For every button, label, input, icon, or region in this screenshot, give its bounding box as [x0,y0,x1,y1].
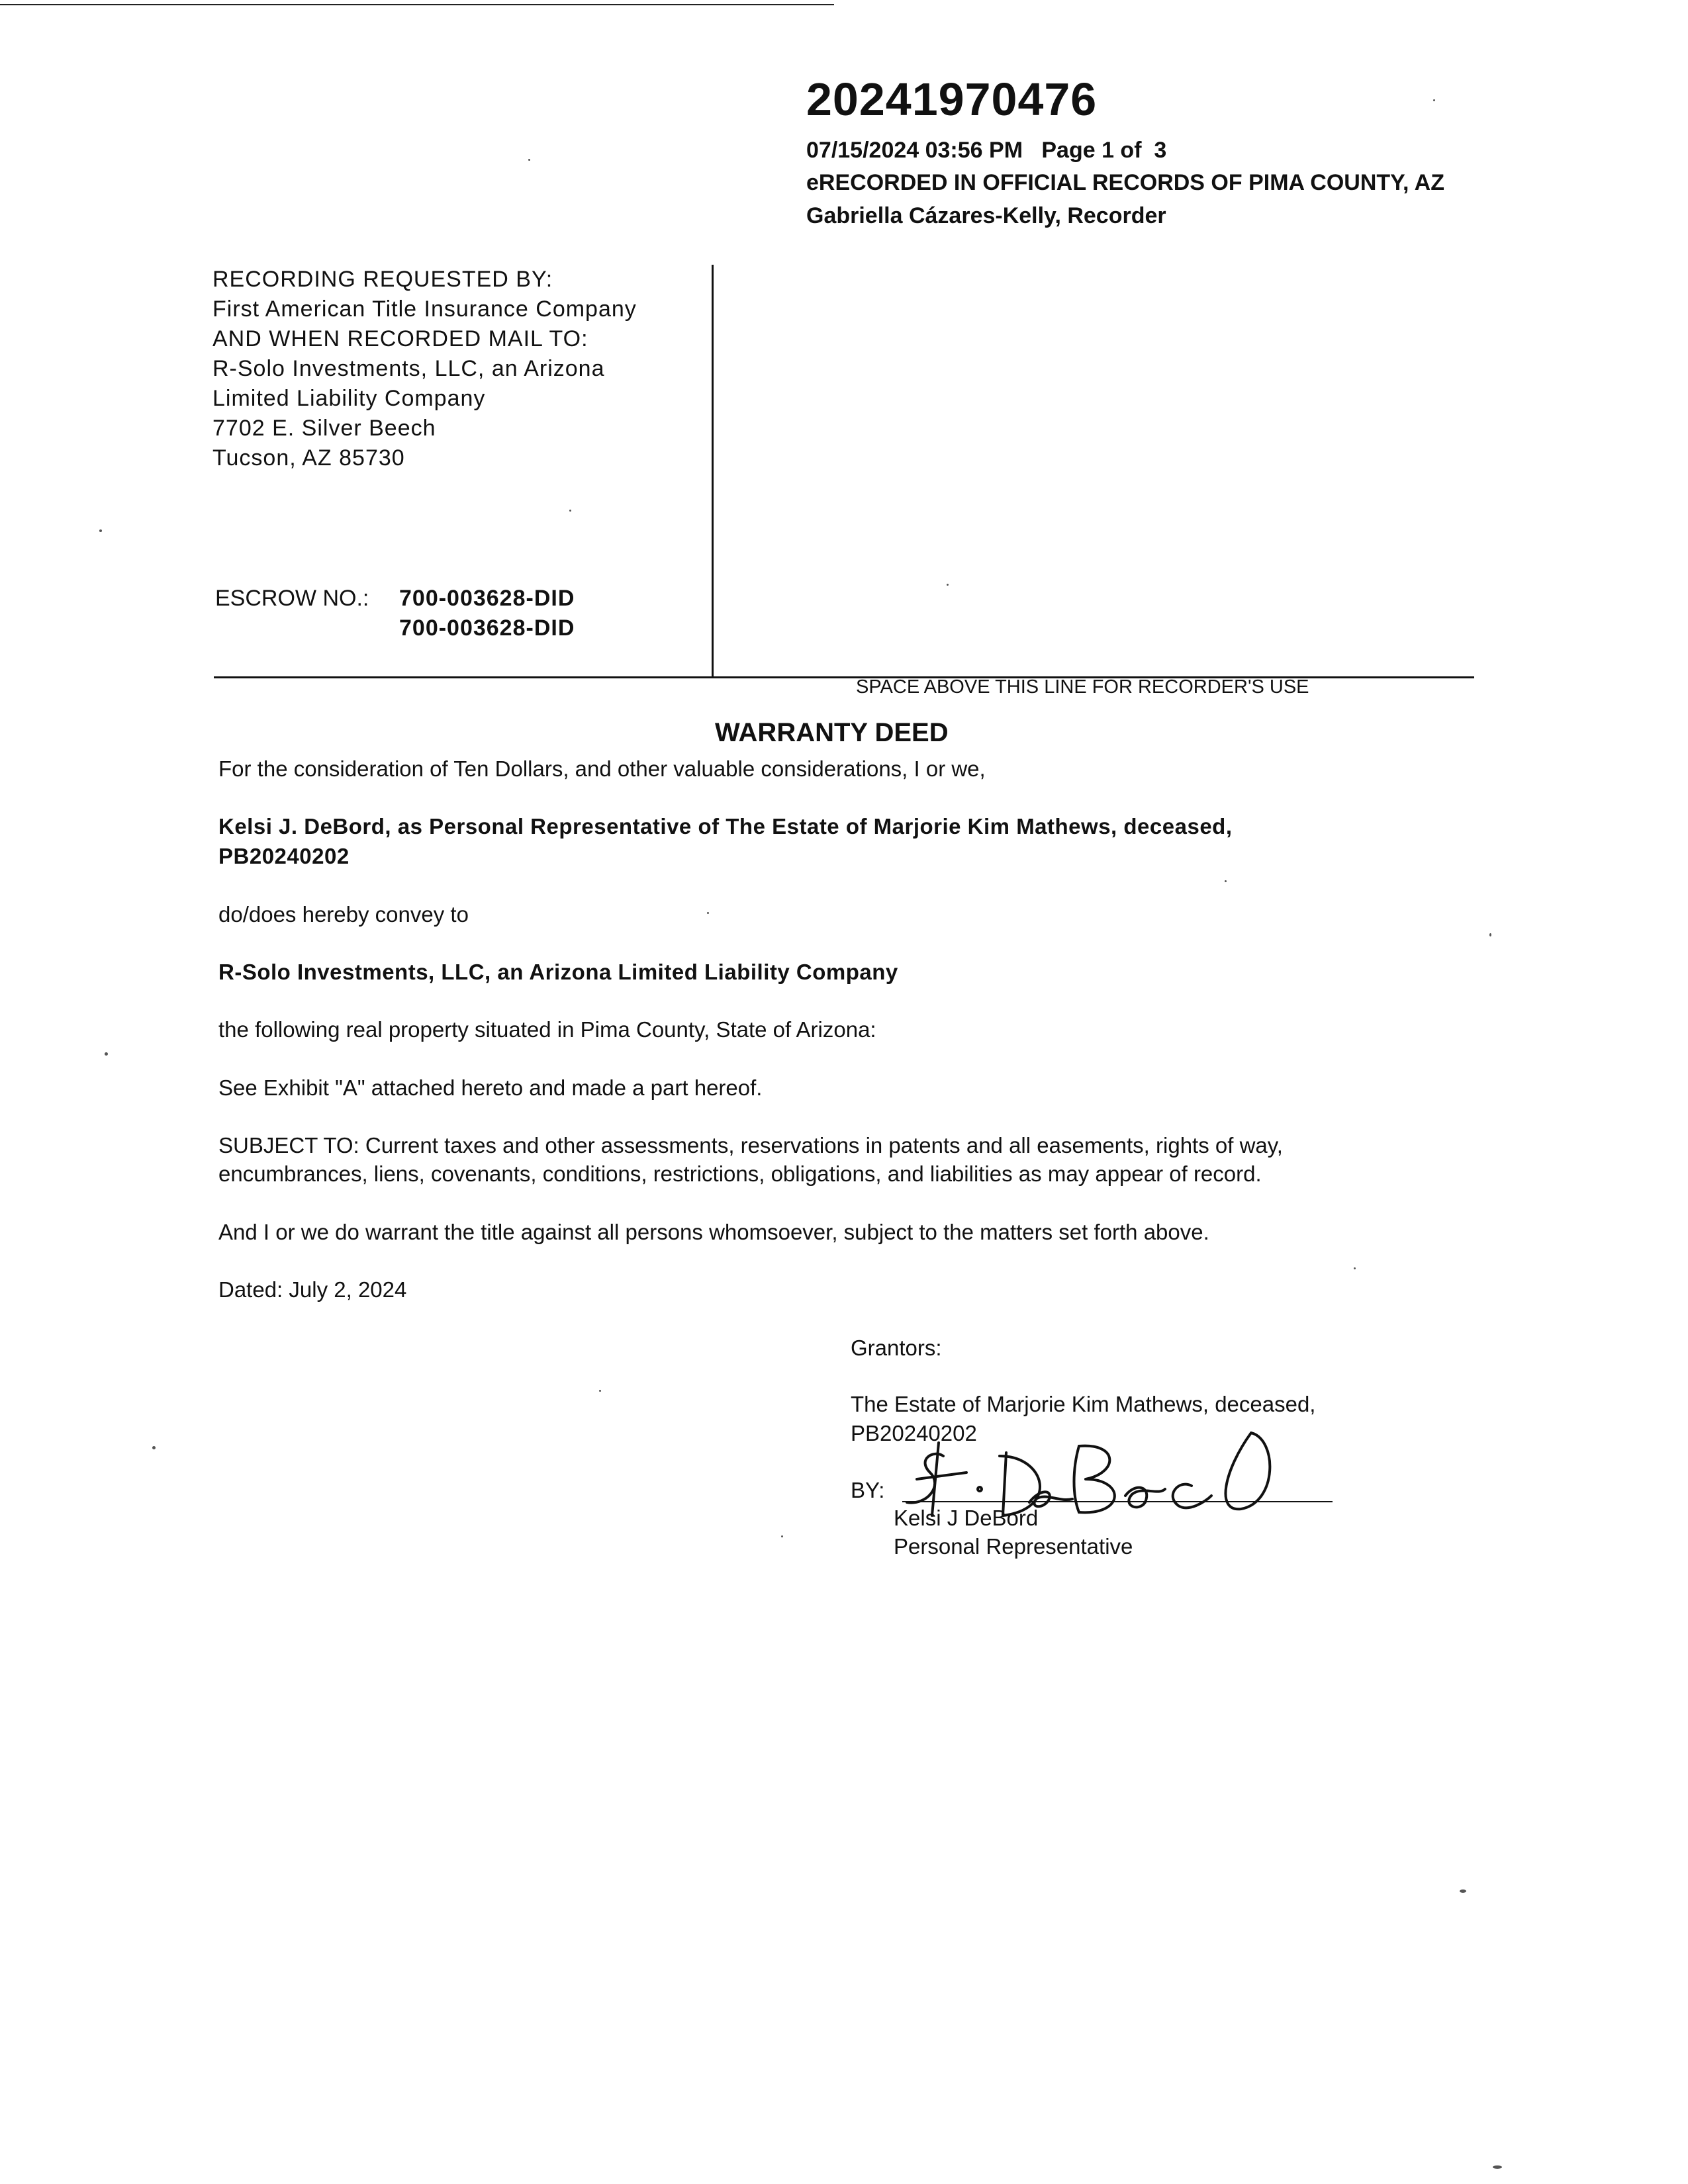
scan-speck [152,1446,156,1449]
scan-speck [99,529,102,532]
scan-speck [1354,1267,1356,1269]
mail-to-line2: Limited Liability Company [212,386,486,411]
mail-to-line1: R-Solo Investments, LLC, an Arizona [212,356,605,381]
grantor-statement-line1: Kelsi J. DeBord, as Personal Representative of The Estate of Marjorie Kim Mathews, deceased, [218,814,1233,839]
requested-by-label: RECORDING REQUESTED BY: [212,267,553,292]
scan-speck [707,912,709,914]
escrow-number-2: 700-003628-DID [399,615,575,641]
scan-speck [1493,2165,1502,2169]
subject-to-line1: SUBJECT TO: Current taxes and other assessments, reservations in patents and all easements, rights of way, [218,1133,1283,1158]
recorded-date-line: 07/15/2024 03:56 PM Page 1 of 3 [806,138,1167,163]
consideration-text: For the consideration of Ten Dollars, and other valuable considerations, I or we, [218,756,986,781]
scan-speck [1225,880,1227,882]
signer-name: Kelsi J DeBord [894,1506,1039,1530]
scan-speck [1460,1889,1466,1893]
warrant-text: And I or we do warrant the title against all persons whomsoever, subject to the matters set forth above. [218,1220,1209,1244]
convey-text: do/does hereby convey to [218,902,469,927]
deed-title: WARRANTY DEED [715,718,949,747]
subject-to-line2: encumbrances, liens, covenants, conditions, restrictions, obligations, and liabilities as may appear of record. [218,1161,1262,1186]
escrow-number-1: 700-003628-DID [399,586,575,611]
scan-top-edge-line [0,4,834,5]
scan-speck [528,159,530,161]
escrow-label: ESCROW NO.: [215,586,369,611]
estate-line2: PB20240202 [851,1421,977,1445]
recorder-space-note: SPACE ABOVE THIS LINE FOR RECORDER'S USE [856,676,1309,698]
grantor-statement-line2: PB20240202 [218,844,350,868]
erecorded-line: eRECORDED IN OFFICIAL RECORDS OF PIMA COUNTY, AZ [806,170,1445,195]
property-text: the following real property situated in Pima County, State of Arizona: [218,1017,876,1042]
exhibit-text: See Exhibit "A" attached hereto and made a part hereof. [218,1075,763,1100]
scan-speck [569,510,571,512]
mail-to-line3: 7702 E. Silver Beech [212,416,436,441]
recorder-box-vertical-rule [712,265,714,676]
by-label: BY: [851,1478,885,1502]
signer-title: Personal Representative [894,1534,1133,1559]
mail-to-label: AND WHEN RECORDED MAIL TO: [212,326,588,351]
document-number: 20241970476 [806,73,1098,125]
estate-line1: The Estate of Marjorie Kim Mathews, deceased, [851,1392,1316,1416]
scan-speck [1433,99,1435,101]
grantee-name: R-Solo Investments, LLC, an Arizona Limited Liability Company [218,960,898,984]
recorder-line: Gabriella Cázares-Kelly, Recorder [806,203,1166,228]
scan-speck [105,1052,108,1056]
scan-speck [947,584,949,586]
scan-speck [599,1390,601,1392]
requested-by: First American Title Insurance Company [212,296,637,322]
dated-text: Dated: July 2, 2024 [218,1277,407,1302]
grantors-label: Grantors: [851,1336,942,1360]
mail-to-line4: Tucson, AZ 85730 [212,445,405,471]
scan-speck [781,1535,783,1537]
scan-speck [1489,933,1491,936]
